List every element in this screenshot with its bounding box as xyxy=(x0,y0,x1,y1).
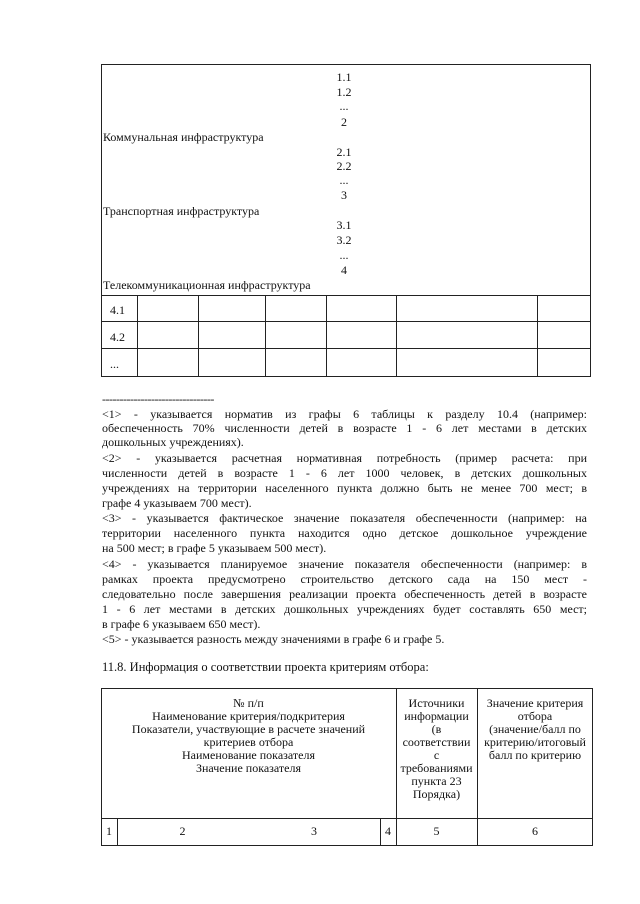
row-number: 2.2 xyxy=(336,159,352,173)
table-divider xyxy=(137,295,138,377)
column-number: 4 xyxy=(385,824,391,838)
footnote-line: обеспеченность 70% численности детей в возрасте 1 - 6 лет местами в детских xyxy=(102,421,587,435)
footnote-line: 1 - 6 лет местами в детских дошкольных учреждениях будет составлять 650 мест; xyxy=(102,602,587,616)
row-number: ... xyxy=(339,99,349,113)
header-cell xyxy=(477,697,593,762)
header-line: № п/п xyxy=(233,696,264,710)
footnote-line: <3> - указывается фактическое значение показателя обеспеченности (например: на xyxy=(102,511,587,525)
section-title: Телекоммуникационная инфраструктура xyxy=(103,278,311,292)
column-number: 5 xyxy=(433,824,440,838)
footnote-line: на 500 мест; в графе 5 указываем 500 мест). xyxy=(102,541,327,555)
table-divider xyxy=(101,295,591,296)
row-number: 3.2 xyxy=(336,233,352,247)
footnote-line: рамках проекта предусмотрено строительство детского сада на 150 мест - xyxy=(102,572,587,586)
header-line: (в xyxy=(431,722,442,736)
header-line: пункта 23 xyxy=(411,774,462,788)
footnote-line: <1> - указывается норматив из графы 6 таблицы к разделу 10.4 (например: xyxy=(102,407,587,421)
header-line: критерию/итоговый xyxy=(484,735,586,749)
row-number: 4 xyxy=(341,263,347,277)
table-divider xyxy=(101,348,591,349)
table-divider xyxy=(537,295,538,377)
row-number: 3 xyxy=(341,188,347,202)
header-line: Значение показателя xyxy=(195,761,302,775)
section-title: Транспортная инфраструктура xyxy=(103,204,260,218)
row-number: ... xyxy=(339,248,349,262)
header-cell xyxy=(396,697,477,801)
header-line: информации xyxy=(404,709,469,723)
header-line: критериев отбора xyxy=(203,735,294,749)
column-number: 2 xyxy=(179,824,186,838)
header-line: балл по критерию xyxy=(488,748,582,762)
header-line: с xyxy=(433,748,440,762)
header-line: соответствии xyxy=(402,735,471,749)
header-line: Наименование критерия/подкритерия xyxy=(152,709,345,723)
header-cell xyxy=(101,697,396,775)
footnote-line: графе 4 указываем 700 мест). xyxy=(102,496,252,510)
footnote-separator: -------------------------------- xyxy=(102,392,214,406)
header-line: (значение/балл по xyxy=(489,722,581,736)
footnote-line: численности детей в возрасте 1 - 6 лет 1000 человек, в детских дошкольных xyxy=(102,466,587,480)
column-number: 1 xyxy=(106,824,112,838)
table-row-label: ... xyxy=(110,357,119,371)
header-line: требованиями xyxy=(400,761,473,775)
row-number: 2.1 xyxy=(336,145,352,159)
table-divider xyxy=(198,295,199,377)
table-divider xyxy=(101,321,591,322)
footnote-line: учреждениях на территории населенного пункта должно быть не менее 700 мест; в xyxy=(102,481,587,495)
table-row-label: 4.1 xyxy=(110,303,125,317)
column-number: 3 xyxy=(311,824,317,838)
table-divider xyxy=(326,295,327,377)
column-number: 6 xyxy=(532,824,538,838)
row-number: 3.1 xyxy=(336,218,352,232)
footnote-line: территории населенного пункта находится одно детское дошкольное учреждение xyxy=(102,526,587,540)
header-line: Значение критерия xyxy=(486,696,584,710)
header-line: Порядка) xyxy=(412,787,461,801)
row-number: 2 xyxy=(341,115,347,129)
row-number: ... xyxy=(339,173,349,187)
row-number: 1.2 xyxy=(336,85,352,99)
row-number: 1.1 xyxy=(336,70,352,84)
header-line: Показатели, участвующие в расчете значений xyxy=(131,722,366,736)
table-divider xyxy=(265,295,266,377)
footnote-line: следовательно после завершения реализации проекта обеспеченность детей в возрасте xyxy=(102,587,587,601)
header-line: Источники xyxy=(408,696,465,710)
footnote-line: <2> - указывается расчетная нормативная потребность (пример расчета: при xyxy=(102,451,587,465)
table-divider xyxy=(396,295,397,377)
footnote-line: дошкольных учреждениях). xyxy=(102,435,244,449)
footnote-line: в графе 6 указываем 650 мест). xyxy=(102,617,261,631)
section-heading: 11.8. Информация о соответствии проекта критериям отбора: xyxy=(102,660,429,674)
table-divider xyxy=(101,818,593,819)
header-line: Наименование показателя xyxy=(182,748,315,762)
footnote-line: <5> - указывается разность между значениями в графе 6 и графе 5. xyxy=(102,632,445,646)
footnote-line: <4> - указывается планируемое значение показателя обеспеченности (например: в xyxy=(102,557,587,571)
header-line: отбора xyxy=(517,709,553,723)
table-row-label: 4.2 xyxy=(110,330,125,344)
section-title: Коммунальная инфраструктура xyxy=(103,130,264,144)
